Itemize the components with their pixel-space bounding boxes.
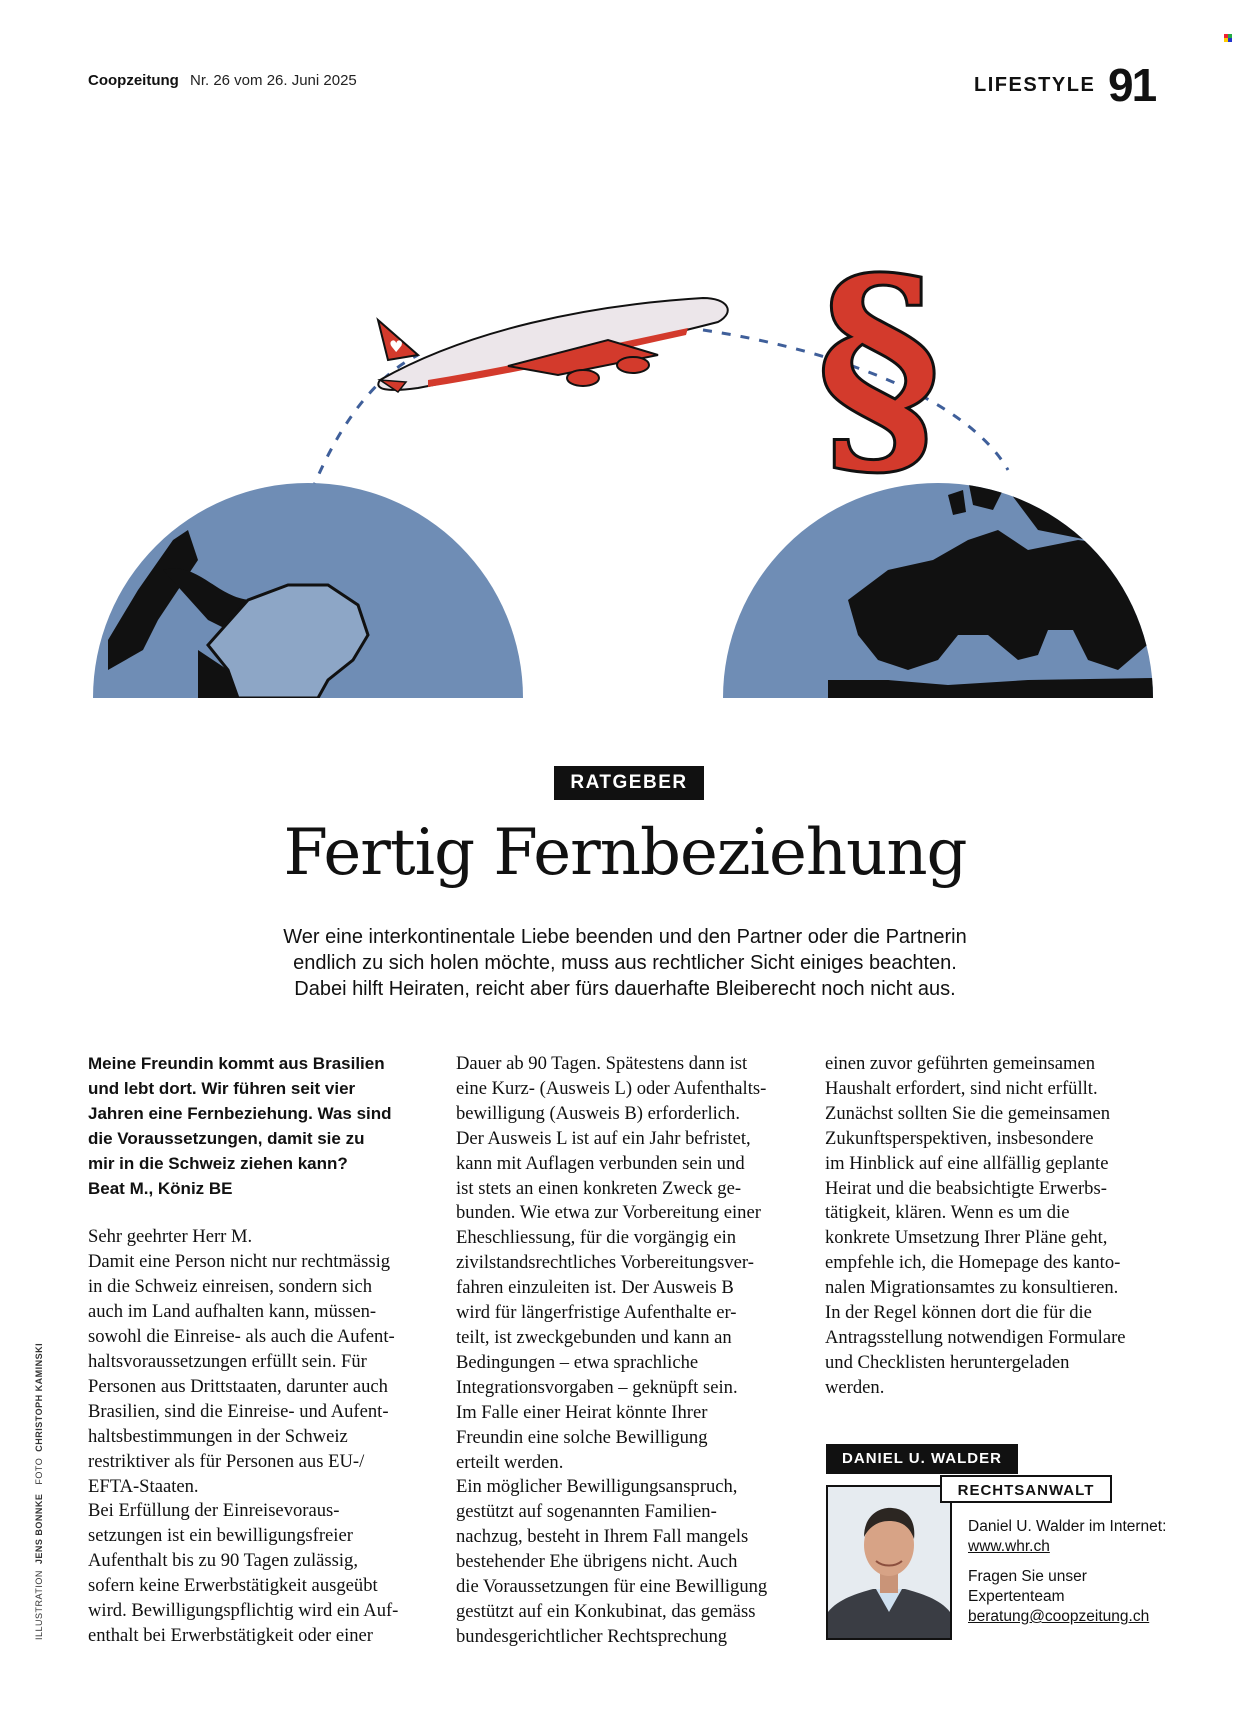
author-role-tag: RECHTSANWALT [940, 1475, 1112, 1503]
print-marker-icon [1224, 34, 1232, 42]
globe-left-icon [93, 483, 523, 698]
issue-info: Nr. 26 vom 26. Juni 2025 [190, 72, 357, 89]
reader-signature: Beat M., Köniz BE [88, 1178, 233, 1198]
article-column-2 [456, 1052, 806, 1650]
image-credits: ILLUSTRATION JENS BONNKE FOTO CHRISTOPH KAMINSKI [34, 1342, 44, 1640]
kicker-badge: RATGEBER [554, 766, 704, 800]
author-info [968, 1517, 1178, 1637]
contact-label-2: Expertenteam [968, 1588, 1065, 1605]
page-number: 91 [1108, 59, 1156, 111]
reader-question: Meine Freundin kommt aus Brasilien und lebt dort. Wir führen seit vier Jahren eine Fernbeziehung. Was sind die Voraussetzungen, damit sie zu mir in die Schweiz ziehen kann? Beat M., Köniz BE [88, 1054, 392, 1198]
paragraph-sign-icon: § [816, 240, 942, 507]
section-label: LIFESTYLE [974, 74, 1096, 96]
contact-label: Fragen Sie unser [968, 1568, 1087, 1585]
article-title: Fertig Fernbeziehung [283, 816, 967, 890]
answer-text-2: Dauer ab 90 Tagen. Spätestens dann ist eine Kurz- (Ausweis L) oder Aufenthalts- bewilligung (Ausweis B) erforderlich. Der Ausweis L ist auf ein Jahr befristet, kann mit Auflagen verbunden sein und ist stets an einen konkreten Zweck ge- bunden. Wie etwa zur Vorbereitung einer Eheschliessung, für die vorgängig ein zivilstandsrechtliches Vorbereitungsver- fahren einzuleiten ist. Der Ausweis B wird für längerfristige Aufenthalte er- teilt, ist zweckgebunden und kann an Bedingungen – etwa sprachliche Integrationsvorgaben – geknüpft sein. Im Falle einer Heirat könnte Ihrer Freundin eine solche Bewilligung erteilt werden. Ein möglicher Bewilligungsanspruch, gestützt auf sogenannten Familien- nachzug, besteht in Ihrem Fall mangels bestehender Ehe übrigens nicht. Auch die Voraussetzungen für eine Bewilligung gestützt auf ein Konkubinat, das gemäss bundesgerichtlicher Rechtsprechung [456, 1053, 768, 1647]
article-illustration [88, 240, 1163, 700]
author-name-tag: DANIEL U. WALDER [826, 1444, 1018, 1474]
magazine-name: Coopzeitung [88, 72, 179, 89]
airplane-icon [378, 298, 728, 392]
answer-text-1: Sehr geehrter Herr M. Damit eine Person nicht nur rechtmässig in die Schweiz einreisen, sondern sich auch im Land aufhalten kann, müssen- sowohl die Einreise- als auch die Aufent- haltsvoraussetzungen erfüllt sein. Für Personen aus Drittstaaten, darunter auch Brasilien, sind die Einreise- und Aufent- haltsbestimmungen in der Schweiz restriktiver als für Personen aus EU-/ EFTA-Staaten. Bei Erfüllung der Einreisevoraus- setzungen ist ein bewilligungsfreier Aufenthalt bis zu 90 Tagen zulässig, sofern keine Erwerbstätigkeit ausgeübt wird. Bewilligungspflichtig wird ein Auf- enthalt bei Erwerbstätigkeit oder einer [88, 1226, 399, 1646]
website-link[interactable]: www.whr.ch [968, 1538, 1050, 1555]
article-lead: Wer eine interkontinentale Liebe beenden und den Partner oder die Partnerin endlich zu sich holen möchte, muss aus rechtlicher Sicht einiges beachten. Dabei hilft Heiraten, reicht aber fürs dauerhafte Bleiberecht noch nicht aus. [283, 926, 967, 1000]
plane-heart-icon: ♥ [389, 337, 404, 356]
article-column-1 [88, 1052, 433, 1649]
answer-text-3: einen zuvor geführten gemeinsamen Haushalt erfordert, sind nicht erfüllt. Zunächst sollten Sie die gemeinsamen Zukunftsperspektiven, insbesondere im Hinblick auf eine allfällig geplante Heirat und die beabsichtigte Erwerbs- tätigkeit, klären. Wenn es um die konkrete Umsetzung Ihrer Pläne geht, empfehle ich, die Homepage des kanto- nalen Migrationsamtes zu konsultieren. In der Regel können dort die für die Antragsstellung notwendigen Formulare und Checklisten heruntergeladen werden. [825, 1053, 1126, 1398]
author-photo [826, 1485, 952, 1640]
author-portrait-icon [828, 1487, 950, 1638]
article-column-3 [825, 1052, 1175, 1401]
email-link[interactable]: beratung@coopzeitung.ch [968, 1608, 1150, 1625]
internet-label: Daniel U. Walder im Internet: [968, 1518, 1167, 1535]
